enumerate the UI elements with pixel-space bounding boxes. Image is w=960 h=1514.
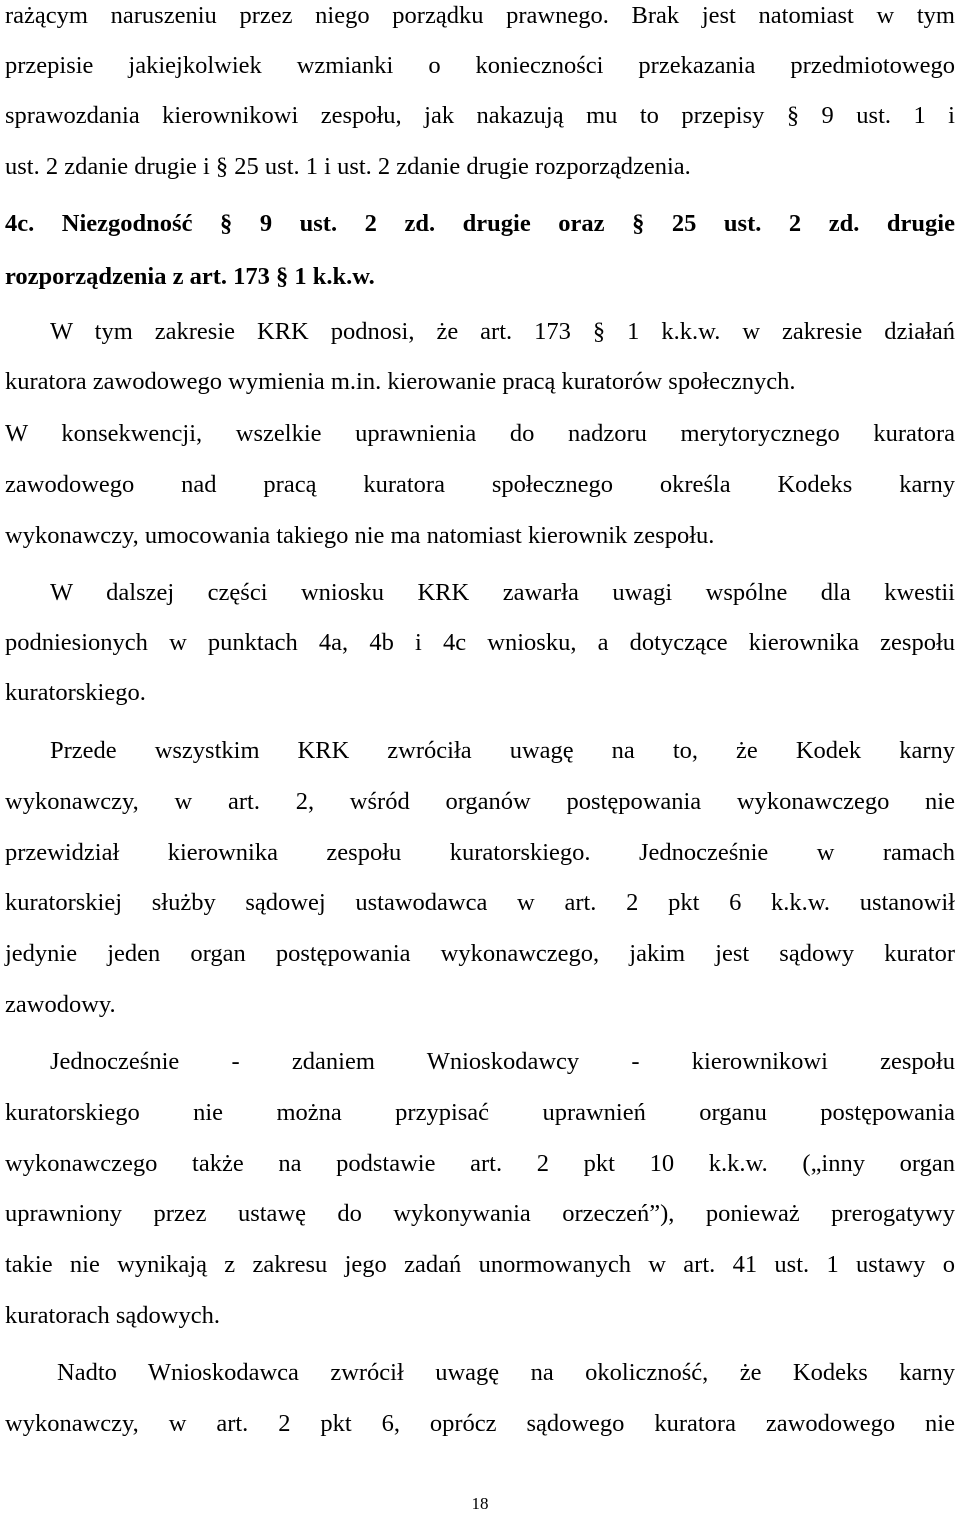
text-line-15: Przede wszystkim KRK zwróciła uwagę na to, że Kodek karny [50,737,955,764]
text-line-17: przewidział kierownika zespołu kuratorskiego. Jednocześnie w ramach [5,839,955,866]
text-line-27: Nadto Wnioskodawca zwrócił uwagę na okoliczność, że Kodeks karny [57,1359,955,1386]
text-line-8: kuratora zawodowego wymienia m.in. kierowanie pracą kuratorów społecznych. [5,368,796,395]
text-line-12: W dalszej części wniosku KRK zawarła uwagi wspólne dla kwestii [50,579,955,606]
text-line-24: uprawniony przez ustawę do wykonywania orzeczeń”), ponieważ prerogatywy [5,1200,955,1227]
section-heading-4c: 4c. Niezgodność § 9 ust. 2 zd. drugie oraz § 25 ust. 2 zd. drugie [5,210,955,237]
text-line-28: wykonawczy, w art. 2 pkt 6, oprócz sądowego kuratora zawodowego nie [5,1410,955,1437]
text-line-4: ust. 2 zdanie drugie i § 25 ust. 1 i ust. 2 zdanie drugie rozporządzenia. [5,153,691,180]
text-line-1: rażącym naruszeniu przez niego porządku prawnego. Brak jest natomiast w tym [5,2,955,29]
text-line-16: wykonawczy, w art. 2, wśród organów postępowania wykonawczego nie [5,788,955,815]
text-line-11: wykonawczy, umocowania takiego nie ma natomiast kierownik zespołu. [5,522,715,549]
page-number: 18 [471,1494,489,1513]
text-line-2: przepisie jakiejkolwiek wzmianki o konieczności przekazania przedmiotowego [5,52,955,79]
text-line-26: kuratorach sądowych. [5,1302,220,1329]
text-line-23: wykonawczego także na podstawie art. 2 pkt 10 k.k.w. („inny organ [5,1150,955,1177]
text-line-20: zawodowy. [5,991,116,1018]
text-line-10: zawodowego nad pracą kuratora społecznego określa Kodeks karny [5,471,955,498]
text-line-25: takie nie wynikają z zakresu jego zadań unormowanych w art. 41 ust. 1 ustawy o [5,1251,955,1278]
text-line-22: kuratorskiego nie można przypisać uprawnień organu postępowania [5,1099,955,1126]
text-line-9: W konsekwencji, wszelkie uprawnienia do nadzoru merytorycznego kuratora [5,420,955,447]
text-line-13: podniesionych w punktach 4a, 4b i 4c wniosku, a dotyczące kierownika zespołu [5,629,955,656]
document-page [5,0,955,1513]
text-line-14: kuratorskiego. [5,679,146,706]
text-line-7: W tym zakresie KRK podnosi, że art. 173 § 1 k.k.w. w zakresie działań [50,318,955,345]
text-line-3: sprawozdania kierownikowi zespołu, jak nakazują mu to przepisy § 9 ust. 1 i [5,102,955,129]
section-heading-4c-continued: rozporządzenia z art. 173 § 1 k.k.w. [5,263,375,290]
text-line-18: kuratorskiej służby sądowej ustawodawca w art. 2 pkt 6 k.k.w. ustanowił [5,889,955,916]
text-line-21: Jednocześnie - zdaniem Wnioskodawcy - kierownikowi zespołu [50,1048,955,1075]
text-line-19: jedynie jeden organ postępowania wykonawczego, jakim jest sądowy kurator [5,940,955,967]
